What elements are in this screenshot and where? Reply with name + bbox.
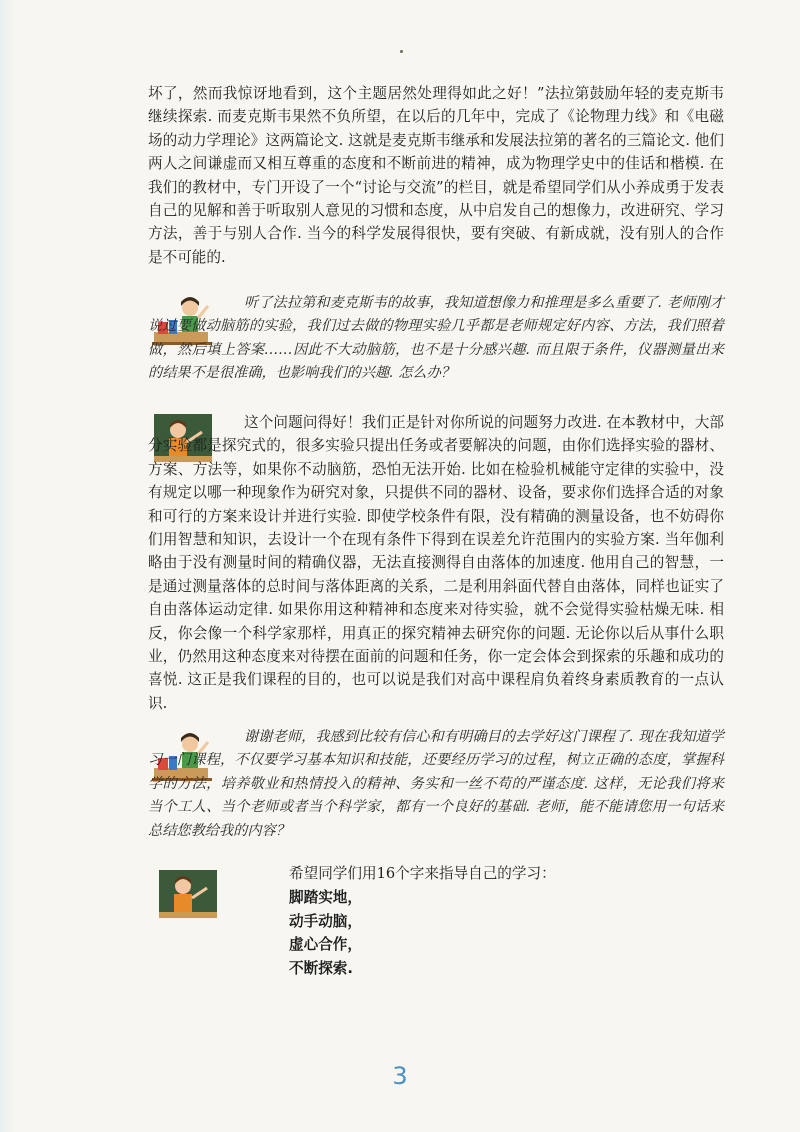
scan-speck [400,50,403,53]
motto-list [289,886,362,980]
page-edge [0,0,14,1132]
motto-line: 脚踏实地， [289,889,362,906]
teacher-avatar-icon [155,866,221,922]
student-question-2: 谢谢老师，我感到比较有信心和有明确目的去学好这门课程了. 现在我知道学习一门课程，不仅要学习基本知识和技能，还要经历学习的过程，树立正确的态度，掌握科学的方法，培养敬业和热情投入的精神、务实和一丝不苟的严谨态度. 这样，无论我们将来当个工人、当个老师或者当个科学家，都有一个良好的基础. 老师，能不能请您用一句话来总结您教给我的内容？ [148,729,724,839]
intro-paragraph: 坏了，然而我惊讶地看到，这个主题居然处理得如此之好！”法拉第鼓励年轻的麦克斯韦继续探索. 而麦克斯韦果然不负所望，在以后的几年中，完成了《论物理力线》和《电磁场的动力学理论》这两篇论文. 这就是麦克斯韦继承和发展法拉第的著名的三篇论文. 他们两人之间谦虚而又相互尊重的态度和不断前进的精神，成为物理学史中的佳话和楷模. 在我们的教材中，专门开设了一个“讨论与交流”的栏目，就是希望同学们从小养成勇于发表自己的见解和善于听取别人意见的习惯和态度，从中启发自己的想像力，改进研究、学习方法，善于与别人合作. 当今的科学发展得很快，要有突破、有新成就，没有别人的合作是不可能的. [148,85,724,266]
teacher-answer-1: 这个问题问得好！我们正是针对你所说的问题努力改进. 在本教材中，大部分实验都是探究式的，很多实验只提出任务或者要解决的问题，由你们选择实验的器材、方案、方法等，如果你不动脑筋，恐怕无法开始. 比如在检验机械能守定律的实验中，没有规定以哪一种现象作为研究对象，只提供不同的器材、设备，要求你们选择合适的对象和可行的方案来设计并进行实验. 即使学校条件有限，没有精确的测量设备，也不妨碍你们用智慧和知识，去设计一个在现有条件下得到在误差允许范围内的实验方案. 当年伽利略由于没有测量时间的精确仪器，无法直接测得自由落体的加速度. 他用自己的智慧，一是通过测量落体的总时间与落体距离的关系，二是利用斜面代替自由落体，同样也证实了自由落体运动定律. 如果你用这种精神和态度来对待实验，就不会觉得实验枯燥无味. 相反，你会像一个科学家那样，用真正的探究精神去研究你的问题. 无论你以后从事什么职业，仍然用这种态度来对待摆在面前的问题和任务，你一定会体会到探索的乐趣和成功的喜悦. 这正是我们课程的目的，也可以说是我们对高中课程肩负着终身素质教育的一点认识. [148,414,724,712]
student-question-1: 听了法拉第和麦克斯韦的故事，我知道想像力和推理是多么重要了. 老师刚才说过要做动脑筋的实验，我们过去做的物理实验几乎都是老师规定好内容、方法，我们照着做，然后填上答案……因此不大动脑筋，也不是十分感兴趣. 而且限于条件，仪器测量出来的结果不是很准确，也影响我们的兴趣. 怎么办？ [148,295,724,382]
motto-line: 虚心合作， [289,936,362,954]
motto-line: 动手动脑， [289,912,362,930]
teacher-closing: 希望同学们用16个字来指导自己的学习： [289,865,556,882]
motto-line: 不断探索. [289,959,353,977]
page-number: 3 [392,1062,408,1090]
